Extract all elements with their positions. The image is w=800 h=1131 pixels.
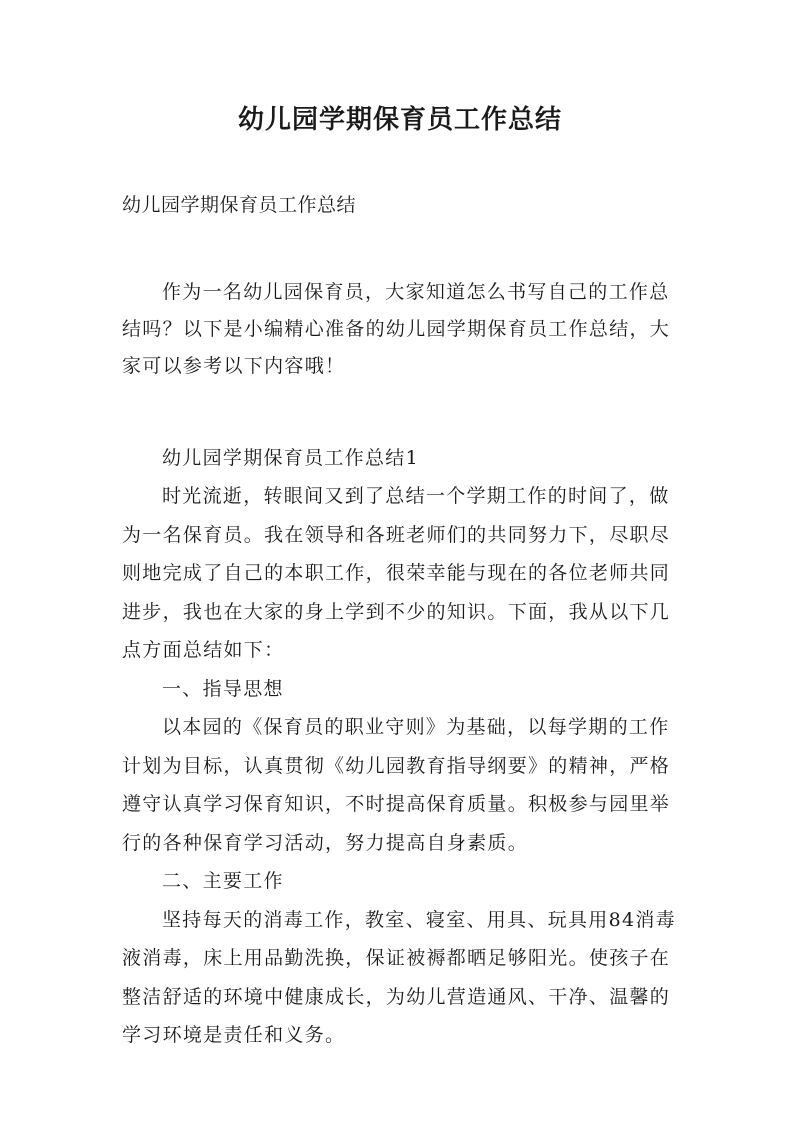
- body-paragraph-2: 以本园的《保育员的职业守则》为基础，以每学期的工作计划为目标，认真贯彻《幼儿园教育指导纲要》的精神，严格遵守认真学习保育知识，不时提高保育质量。积极参与园里举行的各种保育学习活动，努力提高自身素质。: [122, 716, 671, 854]
- body-paragraph-1: 时光流逝，转眼间又到了总结一个学期工作的时间了，做为一名保育员。我在领导和各班老师们的共同努力下，尽职尽则地完成了自己的本职工作，很荣幸能与现在的各位老师共同进步，我也在大家的身上学到不少的知识。下面，我从以下几点方面总结如下：: [122, 485, 671, 661]
- document-subtitle: 幼儿园学期保育员工作总结: [122, 194, 357, 216]
- section-heading: 幼儿园学期保育员工作总结1: [162, 447, 419, 469]
- section-content: [122, 477, 682, 1055]
- document-title: 幼儿园学期保育员工作总结: [237, 105, 562, 135]
- document-body: [122, 187, 682, 1055]
- intro-paragraph: 作为一名幼儿园保育员，大家知道怎么书写自己的工作总结吗？以下是小编精心准备的幼儿园学期保育员工作总结，大家可以参考以下内容哦！: [122, 281, 671, 377]
- heading-main-work: 二、主要工作: [162, 870, 284, 892]
- body-paragraph-3: 坚持每天的消毒工作，教室、寝室、用具、玩具用84消毒液消毒，床上用品勤洗换，保证被褥都晒足够阳光。使孩子在整洁舒适的环境中健康成长，为幼儿营造通风、干净、温馨的学习环境是责任和义务。: [122, 908, 676, 1046]
- heading-guiding-thought: 一、指导思想: [162, 677, 284, 700]
